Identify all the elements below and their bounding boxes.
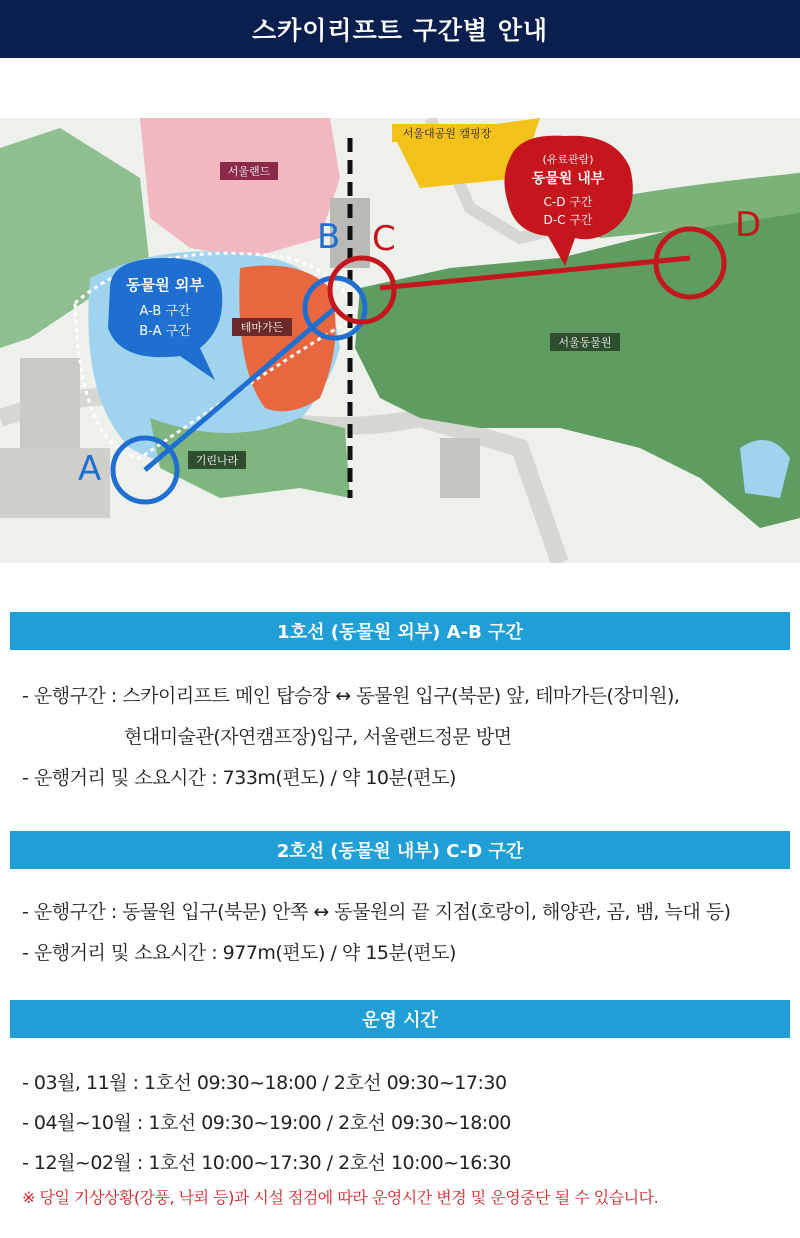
- weather-notice: ※ 당일 기상상황(강풍, 낙뢰 등)과 시설 점검에 따라 운영시간 변경 및 운영중단 될 수 있습니다.: [22, 1188, 659, 1207]
- inner-bubble-title: 동물원 내부: [531, 171, 605, 187]
- station-a-label: A: [78, 449, 102, 489]
- giraffe-tag: [188, 451, 246, 469]
- inner-bubble-line3: D-C 구간: [543, 213, 593, 227]
- line1-distance: - 운행거리 및 소요시간 : 733m(편도) / 약 10분(편도): [22, 767, 456, 789]
- line2-route: - 운행구간 : 동물원 입구(북문) 안쪽 ↔ 동물원의 끝 지점(호랑이, 해양관, 곰, 뱀, 늑대 등): [22, 901, 731, 923]
- station-d-label: D: [735, 205, 762, 245]
- page-title: 스카이리프트 구간별 안내: [0, 0, 800, 58]
- map-svg: [0, 118, 800, 563]
- seoulland-tag: [220, 162, 278, 180]
- svg-text:서울동물원: 서울동물원: [558, 336, 612, 349]
- inner-bubble-line2: C-D 구간: [543, 195, 593, 209]
- outer-bubble-line2: A-B 구간: [139, 304, 191, 319]
- svg-text:서울대공원 캠핑장: 서울대공원 캠핑장: [402, 127, 492, 140]
- zoo-tag: [550, 333, 620, 351]
- line1-route-cont: 현대미술관(자연캠프장)입구, 서울랜드정문 방면: [124, 726, 512, 748]
- skylift-route-map: [0, 118, 800, 563]
- hours-row: - 04월~10월 : 1호선 09:30~19:00 / 2호선 09:30~18:00: [22, 1112, 511, 1134]
- line1-title-bar: 1호선 (동물원 외부) A-B 구간: [10, 612, 790, 650]
- station-c-label: C: [372, 219, 396, 259]
- outer-bubble-line3: B-A 구간: [139, 324, 191, 339]
- line2-distance: - 운행거리 및 소요시간 : 977m(편도) / 약 15분(편도): [22, 942, 456, 964]
- svg-text:서울랜드: 서울랜드: [227, 165, 271, 178]
- line2-title-bar: 2호선 (동물원 내부) C-D 구간: [10, 831, 790, 869]
- hours-row: - 03월, 11월 : 1호선 09:30~18:00 / 2호선 09:30~17:30: [22, 1072, 507, 1094]
- svg-text:기린나라: 기린나라: [195, 454, 239, 467]
- hours-title-bar: 운영 시간: [10, 1000, 790, 1038]
- inner-bubble-paid: (유료관람): [542, 153, 594, 166]
- hours-row: - 12월~02월 : 1호선 10:00~17:30 / 2호선 10:00~16:30: [22, 1152, 511, 1174]
- outer-bubble-title: 동물원 외부: [126, 276, 204, 294]
- svg-text:테마가든: 테마가든: [240, 321, 284, 334]
- theme-garden-tag: [232, 318, 292, 336]
- camping-tag: [392, 124, 502, 142]
- station-b-label: B: [317, 217, 341, 257]
- line1-route: - 운행구간 : 스카이리프트 메인 탑승장 ↔ 동물원 입구(북문) 앞, 테마가든(장미원),: [22, 685, 680, 707]
- building: [440, 438, 480, 498]
